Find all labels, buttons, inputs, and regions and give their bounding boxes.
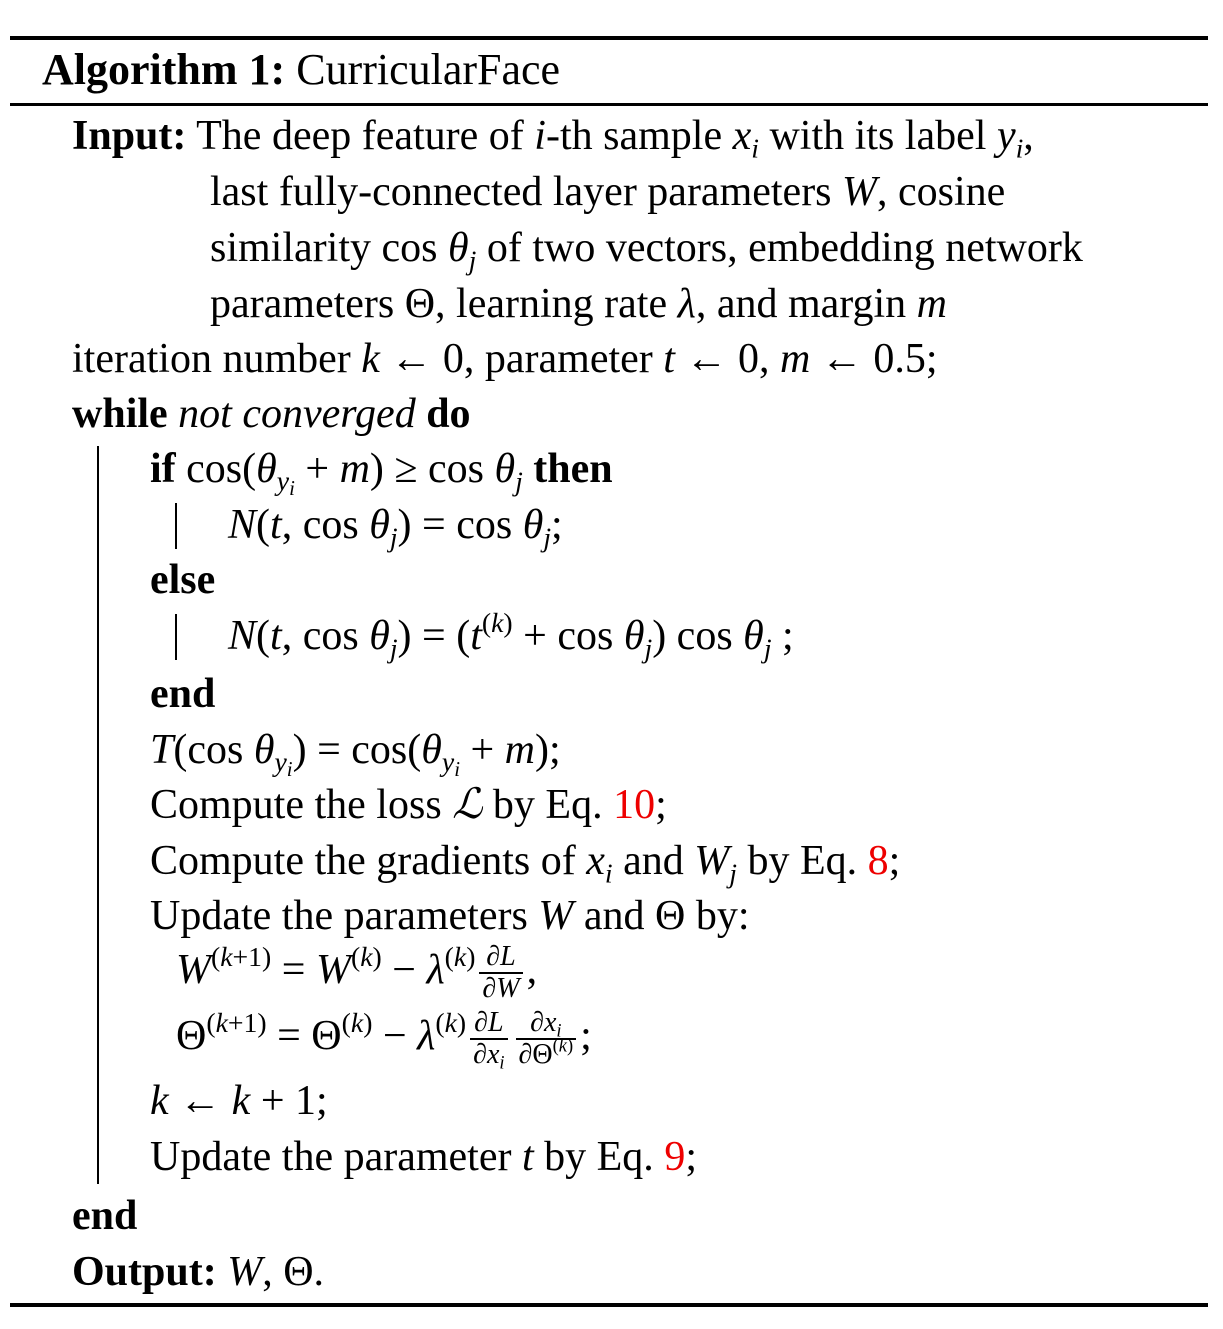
w-update-rendered: $W^{(k+1)} = W^{(k)} - \lambda^{(k)}$ $\frac{\partial L}{\partial W}$ ,	[176, 940, 538, 1005]
output-value-rendered: W, Θ.	[227, 1249, 325, 1295]
eq-9-link[interactable]: 9	[664, 1134, 686, 1180]
then-text-rendered: N(t, $\cos \theta_j) = \cos \theta_j$;	[228, 502, 563, 553]
loss-symbol: ℒ	[452, 782, 483, 828]
theta-update-rendered: $\Theta^{(k+1)} = \Theta^{(k)} - \lambda^{(k)}$ $\frac{\partial L}{\partial x_i}$ $\frac{\partial x_i}{\partial\Theta^{(k)}}$ ;	[176, 1006, 592, 1073]
init-text-rendered: iteration number k ← 0, parameter t ← 0, m ← 0.5;	[72, 336, 938, 382]
while-condition: not converged	[178, 391, 416, 437]
input-text-4-rendered: parameters Θ, learning rate λ, and margin m	[210, 281, 948, 327]
while-end-line	[72, 1188, 137, 1244]
update-and: and	[583, 893, 645, 939]
w-update-equation	[176, 942, 537, 1004]
update-step	[150, 888, 750, 944]
input-text-2-rendered: last fully-connected layer parameters W, cosine	[210, 169, 1006, 215]
else-statement	[228, 608, 794, 664]
output-keyword: Output:	[72, 1249, 217, 1295]
input-text-1-rendered: The deep feature of i-th sample $x_i$ with its label $y_i$,	[196, 113, 1034, 164]
eq-10-link[interactable]: 10	[613, 782, 656, 828]
then-body-bar	[175, 503, 177, 549]
loss-by-eq: by Eq.	[492, 782, 603, 828]
update-text: Update the parameters	[150, 893, 528, 939]
then-keyword: then	[533, 446, 613, 492]
t-statement	[150, 722, 561, 782]
input-line-2	[210, 164, 1005, 220]
input-line-1	[72, 108, 1034, 164]
grad-by-eq: by Eq.	[747, 838, 858, 884]
if-line	[150, 441, 613, 501]
t-update-var: t	[521, 1134, 534, 1180]
algorithm-name: CurricularFace	[296, 45, 561, 94]
algorithm-title	[42, 40, 560, 100]
init-line	[72, 331, 937, 387]
loss-step	[150, 777, 667, 833]
gradient-step	[150, 833, 900, 889]
if-condition-rendered: $\cos(\theta_{yi} + m) \ge \cos \theta_j$	[186, 446, 523, 501]
while-end-keyword: end	[72, 1193, 138, 1239]
eq-8-link[interactable]: 8	[867, 838, 889, 884]
while-line	[72, 386, 471, 442]
bottom-rule	[10, 1303, 1208, 1307]
grad-xi: $x_i$	[586, 838, 613, 889]
title-rule	[10, 103, 1208, 106]
do-keyword: do	[426, 391, 471, 437]
update-by: by:	[695, 893, 750, 939]
else-line	[150, 552, 215, 608]
update-theta: Θ	[654, 893, 686, 939]
t-update-step	[150, 1129, 697, 1185]
update-w: W	[538, 893, 574, 939]
grad-semicolon: ;	[888, 838, 901, 884]
while-body-bar	[97, 446, 99, 1184]
k-update-line	[150, 1073, 328, 1129]
else-text-rendered: N(t, $\cos \theta_j) = (t^{(k)} + \cos \theta_j)$ $\cos \theta_j$ ;	[228, 606, 794, 664]
input-line-4	[210, 276, 947, 332]
grad-and: and	[623, 838, 684, 884]
theta-update-equation	[176, 1006, 592, 1073]
loss-semicolon: ;	[655, 782, 667, 828]
input-text-3-rendered: similarity $\cos \theta_j$ of two vectors, embedding network	[210, 225, 1083, 276]
input-keyword: Input:	[72, 113, 187, 159]
k-update-rendered: k ← k + 1;	[150, 1078, 328, 1124]
grad-wj: $W_j$	[694, 838, 737, 889]
t-update-text: Update the parameter	[150, 1134, 512, 1180]
t-text-rendered: T(cos $\theta_{yi}) = \cos(\theta_{yi} + m)$;	[150, 727, 561, 782]
while-keyword: while	[72, 391, 168, 437]
if-end-keyword: end	[150, 671, 216, 717]
else-body-bar	[175, 614, 177, 660]
t-update-by-eq: by Eq.	[544, 1134, 654, 1180]
if-end-line	[150, 666, 215, 722]
loss-text: Compute the loss	[150, 782, 442, 828]
if-keyword: if	[150, 446, 176, 492]
grad-text: Compute the gradients of	[150, 838, 576, 884]
then-statement	[228, 497, 563, 553]
t-update-semicolon: ;	[685, 1134, 697, 1180]
algorithm-label: Algorithm 1:	[42, 45, 286, 94]
input-line-3	[210, 220, 1083, 276]
else-keyword: else	[150, 557, 216, 603]
output-line	[72, 1244, 324, 1300]
